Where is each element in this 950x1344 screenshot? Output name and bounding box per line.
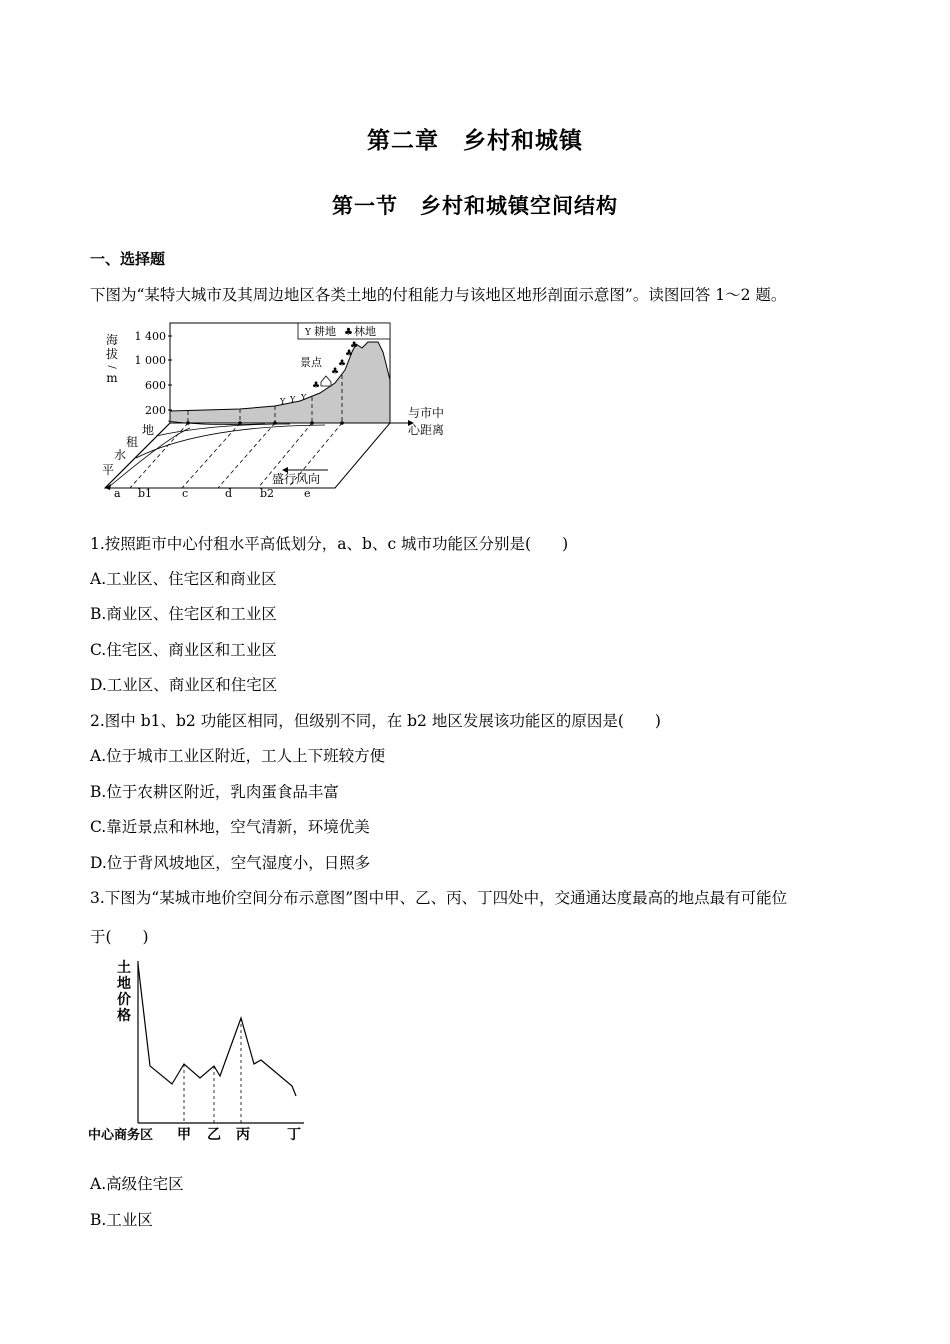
fig1-x-a: a [114,487,121,500]
q1-option-a: A.工业区、住宅区和商业区 [90,570,277,588]
figure-rent-terrain [90,318,460,508]
fig1-x-e: e [304,487,311,500]
wind-label: 盛行风向 [272,472,321,486]
fig1-x-c: c [182,487,189,500]
q2-option-b: B.位于农耕区附近，乳肉蛋食品丰富 [90,783,339,801]
fig2-x-ding: 丁 [287,1127,301,1143]
q3-option-a: A.高级住宅区 [90,1175,184,1193]
q1-stem: 1.按照距市中心付租水平高低划分，a、b、c 城市功能区分别是( ) [90,535,569,553]
fig2-ylabel-2: 地 [117,976,131,992]
forest-icon: ♣ [338,359,347,369]
legend-farmland: 耕地 [314,325,336,338]
q1-option-b: B.商业区、住宅区和工业区 [90,605,277,623]
fig1-right-label-2: 心距离 [408,423,445,437]
fig2-x-yi: 乙 [207,1127,221,1143]
rent-curve [156,424,290,436]
legend-forest-symbol: ♣ [344,327,353,338]
q1-option-c: C.住宅区、商业区和工业区 [90,641,277,659]
scenic-icon [321,376,331,386]
fig2-ylabel-4: 格 [117,1008,131,1024]
fig1-ytick-200: 200 [145,404,166,417]
fig2-x-bing: 丙 [236,1127,250,1143]
q3-stem-line1: 3.下图为“某城市地价空间分布示意图”图中甲、乙、丙、丁四处中，交通通达度最高的地点最有可能位 [90,889,788,907]
forest-icon: ♣ [331,367,340,377]
fig1-rent-char-3: 水 [114,448,127,462]
fig1-rent-char-4: 平 [102,463,115,477]
q3-stem-line2: 于( ) [90,928,149,946]
fig1-ytick-600: 600 [145,379,166,392]
legend-forest: 林地 [354,325,376,338]
fig1-ytick-1400: 1 400 [134,330,166,343]
fig1-ylabel-3: / [106,365,117,369]
q1-option-d: D.工业区、商业区和住宅区 [90,676,278,694]
forest-icon: ♣ [350,341,359,351]
fig1-ylabel-2: 拔 [105,347,119,361]
q2-option-d: D.位于背风坡地区，空气湿度小，日照多 [90,854,371,872]
chapter-title: 第二章 乡村和城镇 [367,127,583,154]
fig2-ylabel-1: 土 [117,960,131,976]
fig1-ytick-1000: 1 000 [134,354,166,367]
terrain-profile [170,342,390,423]
q3-option-b: B.工业区 [90,1211,153,1229]
fig1-ylabel-1: 海 [105,333,119,347]
question-type-heading: 一、选择题 [90,250,166,268]
fig2-ylabel-3: 价 [117,992,131,1008]
fig1-x-b2: b2 [260,487,275,500]
scenic-label: 景点 [300,356,322,369]
fig2-x-cbd: 中心商务区 [88,1128,154,1143]
figure-land-price [86,956,316,1146]
q2-stem: 2.图中 b1、b2 功能区相同，但级别不同，在 b2 地区发展该功能区的原因是( ) [90,712,661,730]
legend-farmland-symbol: Y [305,328,311,338]
land-price-curve [138,964,296,1096]
fig1-x-b1: b1 [138,487,153,500]
fig1-right-label-1: 与市中 [408,406,445,420]
fig2-x-jia: 甲 [177,1127,191,1143]
forest-icon: ♣ [345,349,354,359]
forest-icon: ♣ [312,381,321,391]
section-title: 第一节 乡村和城镇空间结构 [332,193,618,218]
q2-option-c: C.靠近景点和林地，空气清新，环境优美 [90,818,370,836]
fig1-x-d: d [225,487,233,500]
q2-option-a: A.位于城市工业区附近，工人上下班较方便 [90,747,386,765]
farmland-icon: Y [301,393,307,402]
fig1-rent-char-1: 地 [142,423,155,437]
intro-text: 下图为“某特大城市及其周边地区各类土地的付租能力与该地区地形剖面示意图”。读图回答 1～2 题。 [90,286,787,304]
farmland-icon: Y [290,395,296,404]
fig1-rent-char-2: 租 [126,435,139,449]
farmland-icon: Y [280,397,286,406]
fig1-ylabel-4: m [106,371,118,385]
